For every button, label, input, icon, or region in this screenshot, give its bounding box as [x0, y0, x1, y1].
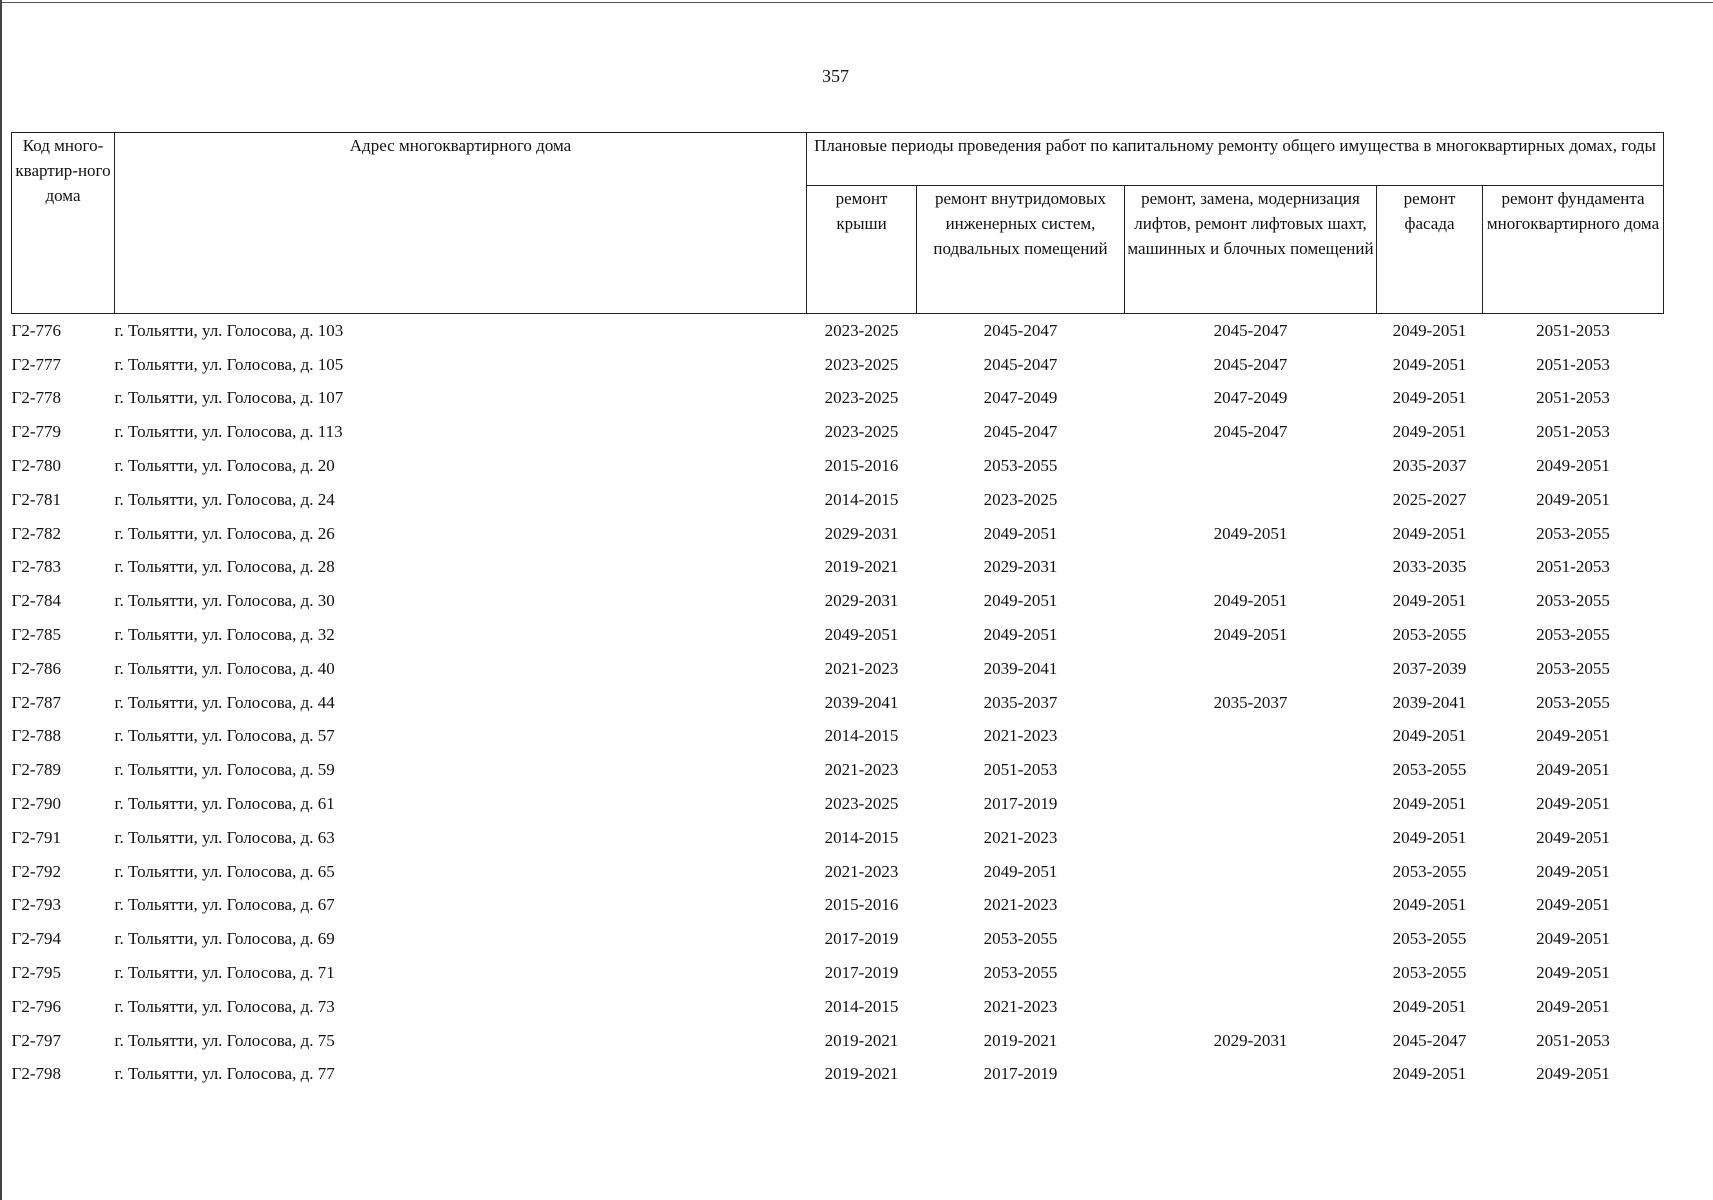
cell-roof: 2019-2021 [824, 557, 899, 577]
cell-facade: 2049-2051 [1392, 996, 1467, 1016]
cell-address: г. Тольятти, ул. Голосова, д. 20 [114, 456, 335, 476]
cell-engineering: 2035-2037 [983, 692, 1058, 712]
cell-elevators [1125, 787, 1377, 821]
cell-address: г. Тольятти, ул. Голосова, д. 65 [114, 861, 335, 881]
table-row [12, 889, 1664, 923]
cell-code: Г2-782 [11, 523, 61, 543]
cell-address: г. Тольятти, ул. Голосова, д. 26 [114, 523, 335, 543]
cell-foundation: 2049-2051 [1536, 895, 1610, 915]
cell-roof: 2017-2019 [824, 929, 899, 949]
cell-engineering: 2051-2053 [983, 760, 1058, 780]
cell-elevators [1125, 1058, 1377, 1092]
cell-engineering: 2029-2031 [983, 557, 1058, 577]
cell-roof: 2015-2016 [824, 895, 899, 915]
table-row [12, 415, 1664, 449]
cell-engineering: 2053-2055 [983, 929, 1058, 949]
cell-foundation: 2049-2051 [1536, 794, 1610, 814]
cell-engineering: 2045-2047 [983, 422, 1058, 442]
cell-foundation: 2049-2051 [1536, 963, 1610, 983]
cell-engineering: 2019-2021 [983, 1030, 1058, 1050]
cell-facade: 2049-2051 [1392, 895, 1467, 915]
table-row [12, 1058, 1664, 1092]
cell-address: г. Тольятти, ул. Голосова, д. 24 [114, 489, 335, 509]
cell-code: Г2-791 [11, 827, 61, 847]
cell-facade: 2053-2055 [1392, 625, 1467, 645]
cell-roof: 2015-2016 [824, 456, 899, 476]
header-engineering: ремонт внутридомовых инженерных систем, подвальных помещений [917, 186, 1125, 314]
cell-engineering: 2049-2051 [983, 861, 1058, 881]
cell-engineering: 2017-2019 [983, 794, 1058, 814]
cell-elevators [1125, 753, 1377, 787]
cell-elevators: 2045-2047 [1213, 422, 1288, 442]
cell-elevators [1125, 821, 1377, 855]
header-roof: ремонт крыши [807, 186, 917, 314]
cell-facade: 2049-2051 [1392, 591, 1467, 611]
cell-roof: 2019-2021 [824, 1064, 899, 1084]
cell-facade: 2033-2035 [1392, 557, 1467, 577]
cell-code: Г2-780 [11, 456, 61, 476]
cell-foundation: 2049-2051 [1536, 861, 1610, 881]
cell-foundation: 2049-2051 [1536, 726, 1610, 746]
table-header [12, 133, 1664, 314]
cell-roof: 2023-2025 [824, 354, 899, 374]
cell-facade: 2049-2051 [1392, 827, 1467, 847]
cell-facade: 2045-2047 [1392, 1030, 1467, 1050]
cell-elevators: 2049-2051 [1213, 625, 1288, 645]
cell-address: г. Тольятти, ул. Голосова, д. 28 [114, 557, 335, 577]
cell-elevators: 2049-2051 [1213, 591, 1288, 611]
cell-roof: 2023-2025 [824, 794, 899, 814]
cell-facade: 2053-2055 [1392, 760, 1467, 780]
cell-roof: 2039-2041 [824, 692, 899, 712]
cell-elevators [1125, 551, 1377, 585]
cell-elevators [1125, 889, 1377, 923]
cell-roof: 2021-2023 [824, 760, 899, 780]
cell-elevators [1125, 652, 1377, 686]
cell-code: Г2-790 [11, 794, 61, 814]
cell-code: Г2-795 [11, 963, 61, 983]
cell-facade: 2035-2037 [1392, 456, 1467, 476]
cell-facade: 2049-2051 [1392, 320, 1467, 340]
cell-address: г. Тольятти, ул. Голосова, д. 69 [114, 929, 335, 949]
header-foundation: ремонт фундамента многоквартирного дома [1483, 186, 1664, 314]
cell-address: г. Тольятти, ул. Голосова, д. 107 [114, 388, 344, 408]
cell-elevators [1125, 483, 1377, 517]
cell-elevators [1125, 922, 1377, 956]
cell-facade: 2049-2051 [1392, 523, 1467, 543]
cell-code: Г2-778 [11, 388, 61, 408]
cell-code: Г2-796 [11, 996, 61, 1016]
cell-elevators [1125, 956, 1377, 990]
cell-engineering: 2049-2051 [983, 625, 1058, 645]
cell-address: г. Тольятти, ул. Голосова, д. 30 [114, 591, 335, 611]
cell-elevators: 2045-2047 [1213, 320, 1288, 340]
cell-facade: 2025-2027 [1392, 489, 1467, 509]
cell-facade: 2049-2051 [1392, 794, 1467, 814]
table-row [12, 382, 1664, 416]
cell-address: г. Тольятти, ул. Голосова, д. 113 [114, 422, 343, 442]
cell-foundation: 2051-2053 [1536, 320, 1610, 340]
cell-engineering: 2053-2055 [983, 456, 1058, 476]
cell-address: г. Тольятти, ул. Голосова, д. 71 [114, 963, 335, 983]
cell-foundation: 2049-2051 [1536, 1064, 1610, 1084]
cell-code: Г2-793 [11, 895, 61, 915]
cell-facade: 2053-2055 [1392, 929, 1467, 949]
cell-engineering: 2049-2051 [983, 591, 1058, 611]
cell-engineering: 2045-2047 [983, 320, 1058, 340]
cell-foundation: 2049-2051 [1536, 489, 1610, 509]
table-row [12, 551, 1664, 585]
table-row [12, 922, 1664, 956]
cell-elevators [1125, 720, 1377, 754]
cell-code: Г2-779 [11, 422, 61, 442]
cell-facade: 2037-2039 [1392, 658, 1467, 678]
cell-facade: 2039-2041 [1392, 692, 1467, 712]
cell-foundation: 2051-2053 [1536, 354, 1610, 374]
cell-roof: 2014-2015 [824, 489, 899, 509]
cell-code: Г2-789 [11, 760, 61, 780]
table-row [12, 1024, 1664, 1058]
cell-engineering: 2049-2051 [983, 523, 1058, 543]
cell-roof: 2029-2031 [824, 591, 899, 611]
table-row [12, 821, 1664, 855]
table-row [12, 990, 1664, 1024]
cell-roof: 2021-2023 [824, 861, 899, 881]
header-facade: ремонт фасада [1377, 186, 1483, 314]
header-elevators: ремонт, замена, модернизация лифтов, ремонт лифтовых шахт, машинных и блочных помещений [1125, 186, 1377, 314]
table-row [12, 348, 1664, 382]
cell-roof: 2023-2025 [824, 388, 899, 408]
cell-roof: 2017-2019 [824, 963, 899, 983]
cell-code: Г2-792 [11, 861, 61, 881]
cell-foundation: 2053-2055 [1536, 523, 1610, 543]
header-address: Адрес многоквартирного дома [115, 133, 807, 314]
cell-address: г. Тольятти, ул. Голосова, д. 44 [114, 692, 335, 712]
cell-code: Г2-781 [11, 489, 61, 509]
page-top-edge [0, 2, 1713, 3]
cell-foundation: 2051-2053 [1536, 1030, 1610, 1050]
table-row [12, 855, 1664, 889]
cell-engineering: 2021-2023 [983, 726, 1058, 746]
cell-facade: 2049-2051 [1392, 726, 1467, 746]
cell-code: Г2-794 [11, 929, 61, 949]
cell-foundation: 2049-2051 [1536, 456, 1610, 476]
cell-facade: 2053-2055 [1392, 963, 1467, 983]
cell-address: г. Тольятти, ул. Голосова, д. 73 [114, 996, 335, 1016]
cell-engineering: 2021-2023 [983, 827, 1058, 847]
cell-roof: 2029-2031 [824, 523, 899, 543]
cell-roof: 2021-2023 [824, 658, 899, 678]
cell-code: Г2-776 [11, 320, 61, 340]
cell-foundation: 2049-2051 [1536, 760, 1610, 780]
header-code: Код много-квартир-ного дома [12, 133, 115, 314]
cell-engineering: 2047-2049 [983, 388, 1058, 408]
cell-elevators [1125, 449, 1377, 483]
table-row [12, 686, 1664, 720]
cell-elevators: 2035-2037 [1213, 692, 1288, 712]
cell-foundation: 2049-2051 [1536, 827, 1610, 847]
cell-facade: 2053-2055 [1392, 861, 1467, 881]
cell-foundation: 2049-2051 [1536, 929, 1610, 949]
capital-repair-table [11, 132, 1664, 1091]
page-left-edge [0, 0, 2, 1200]
cell-elevators: 2029-2031 [1213, 1030, 1288, 1050]
cell-address: г. Тольятти, ул. Голосова, д. 32 [114, 625, 335, 645]
cell-roof: 2049-2051 [824, 625, 899, 645]
cell-roof: 2019-2021 [824, 1030, 899, 1050]
cell-address: г. Тольятти, ул. Голосова, д. 40 [114, 658, 335, 678]
cell-foundation: 2051-2053 [1536, 388, 1610, 408]
cell-code: Г2-777 [11, 354, 61, 374]
cell-address: г. Тольятти, ул. Голосова, д. 67 [114, 895, 335, 915]
cell-elevators: 2049-2051 [1213, 523, 1288, 543]
cell-code: Г2-784 [11, 591, 61, 611]
cell-code: Г2-797 [11, 1030, 61, 1050]
cell-address: г. Тольятти, ул. Голосова, д. 103 [114, 320, 344, 340]
table-row [12, 787, 1664, 821]
cell-facade: 2049-2051 [1392, 1064, 1467, 1084]
cell-address: г. Тольятти, ул. Голосова, д. 61 [114, 794, 335, 814]
cell-address: г. Тольятти, ул. Голосова, д. 63 [114, 827, 335, 847]
cell-foundation: 2051-2053 [1536, 422, 1610, 442]
table-row [12, 652, 1664, 686]
cell-foundation: 2051-2053 [1536, 557, 1610, 577]
cell-foundation: 2049-2051 [1536, 996, 1610, 1016]
table-row [12, 584, 1664, 618]
cell-engineering: 2021-2023 [983, 996, 1058, 1016]
table-row [12, 517, 1664, 551]
cell-roof: 2014-2015 [824, 996, 899, 1016]
table-row [12, 753, 1664, 787]
cell-code: Г2-798 [11, 1064, 61, 1084]
cell-elevators [1125, 855, 1377, 889]
cell-address: г. Тольятти, ул. Голосова, д. 75 [114, 1030, 335, 1050]
table-body [12, 314, 1664, 1092]
cell-roof: 2023-2025 [824, 422, 899, 442]
cell-roof: 2014-2015 [824, 726, 899, 746]
table-row [12, 449, 1664, 483]
cell-roof: 2014-2015 [824, 827, 899, 847]
cell-elevators [1125, 990, 1377, 1024]
cell-engineering: 2021-2023 [983, 895, 1058, 915]
cell-code: Г2-785 [11, 625, 61, 645]
cell-engineering: 2023-2025 [983, 489, 1058, 509]
cell-address: г. Тольятти, ул. Голосова, д. 59 [114, 760, 335, 780]
cell-elevators: 2045-2047 [1213, 354, 1288, 374]
cell-facade: 2049-2051 [1392, 422, 1467, 442]
cell-foundation: 2053-2055 [1536, 591, 1610, 611]
cell-engineering: 2053-2055 [983, 963, 1058, 983]
cell-engineering: 2017-2019 [983, 1064, 1058, 1084]
cell-engineering: 2039-2041 [983, 658, 1058, 678]
table-row [12, 618, 1664, 652]
cell-code: Г2-788 [11, 726, 61, 746]
table-row [12, 956, 1664, 990]
cell-facade: 2049-2051 [1392, 388, 1467, 408]
cell-address: г. Тольятти, ул. Голосова, д. 57 [114, 726, 335, 746]
cell-address: г. Тольятти, ул. Голосова, д. 77 [114, 1064, 335, 1084]
cell-roof: 2023-2025 [824, 320, 899, 340]
cell-elevators: 2047-2049 [1213, 388, 1288, 408]
table-row [12, 483, 1664, 517]
cell-engineering: 2045-2047 [983, 354, 1058, 374]
cell-code: Г2-786 [11, 658, 61, 678]
cell-code: Г2-787 [11, 692, 61, 712]
page-number: 357 [822, 66, 849, 86]
table-row [12, 720, 1664, 754]
cell-code: Г2-783 [11, 557, 61, 577]
cell-foundation: 2053-2055 [1536, 692, 1610, 712]
header-planned-periods: Плановые периоды проведения работ по капитальному ремонту общего имущества в многоквартирных домах, годы [807, 133, 1664, 186]
table-row [12, 314, 1664, 348]
cell-address: г. Тольятти, ул. Голосова, д. 105 [114, 354, 344, 374]
cell-foundation: 2053-2055 [1536, 625, 1610, 645]
cell-foundation: 2053-2055 [1536, 658, 1610, 678]
cell-facade: 2049-2051 [1392, 354, 1467, 374]
